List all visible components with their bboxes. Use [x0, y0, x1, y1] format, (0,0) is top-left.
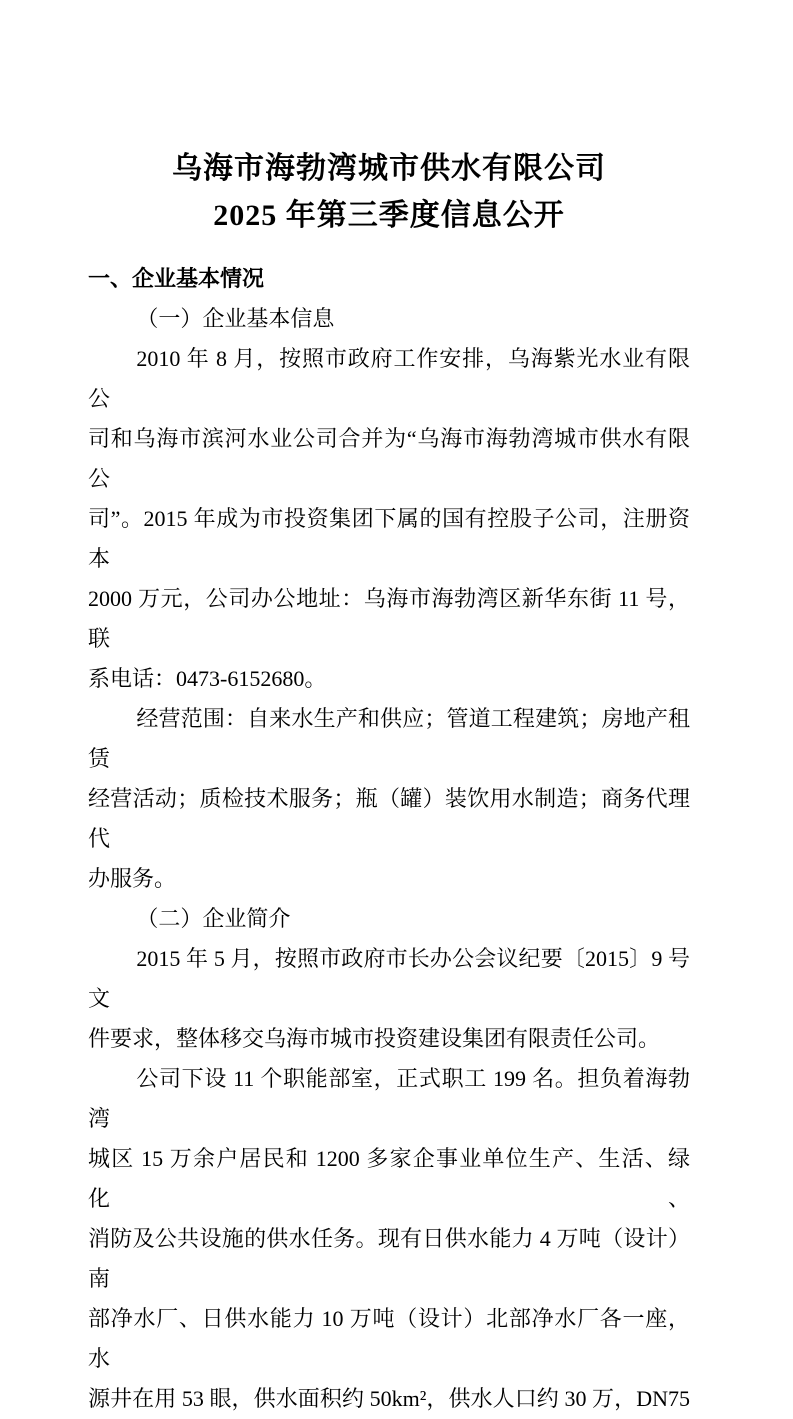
paragraph-line: 2015 年 5 月，按照市政府市长办公会议纪要〔2015〕9 号文: [88, 946, 690, 1011]
paragraph-line: 消防及公共设施的供水任务。现有日供水能力 4 万吨（设计）南: [88, 1226, 690, 1291]
paragraph-line: 城区 15 万余户居民和 1200 多家企事业单位生产、生活、绿化、: [88, 1146, 690, 1211]
paragraph: [88, 939, 690, 1059]
paragraph-line: 办服务。: [88, 866, 177, 891]
paragraph-line: 司和乌海市滨河水业公司合并为“乌海市海勃湾城市供水有限公: [88, 426, 690, 491]
paragraph-line: 经营范围：自来水生产和供应；管道工程建筑；房地产租赁: [88, 706, 690, 771]
paragraph: [88, 339, 690, 699]
paragraph-line: 司”。2015 年成为市投资集团下属的国有控股子公司，注册资本: [88, 506, 690, 571]
document-title: [88, 145, 690, 239]
paragraph-line: 系电话：0473-6152680。: [88, 666, 327, 691]
document-title-line-1: 乌海市海勃湾城市供水有限公司: [172, 152, 606, 185]
paragraph-line: 2000 万元，公司办公地址：乌海市海勃湾区新华东街 11 号，联: [88, 586, 690, 651]
subsection-heading: （一）企业基本信息: [136, 306, 335, 331]
paragraph-line: 源井在用 53 眼，供水面积约 50km²，供水人口约 30 万，DN75: [88, 1386, 690, 1411]
paragraph-line: 2010 年 8 月，按照市政府工作安排，乌海紫光水业有限公: [88, 346, 690, 411]
paragraph: [88, 699, 690, 899]
paragraph-line: 公司下设 11 个职能部室，正式职工 199 名。担负着海勃湾: [88, 1066, 690, 1131]
paragraph: [88, 1059, 690, 1419]
paragraph-line: 件要求，整体移交乌海市城市投资建设集团有限责任公司。: [88, 1026, 661, 1051]
document-title-line-2: 2025 年第三季度信息公开: [213, 199, 565, 232]
paragraph-line: 经营活动；质检技术服务；瓶（罐）装饮用水制造；商务代理代: [88, 786, 690, 851]
document-body: [88, 259, 690, 1419]
subsection-heading: （二）企业简介: [136, 906, 291, 931]
section-heading: 一、企业基本情况: [88, 266, 265, 291]
paragraph-line: 部净水厂、日供水能力 10 万吨（设计）北部净水厂各一座，水: [88, 1306, 690, 1371]
